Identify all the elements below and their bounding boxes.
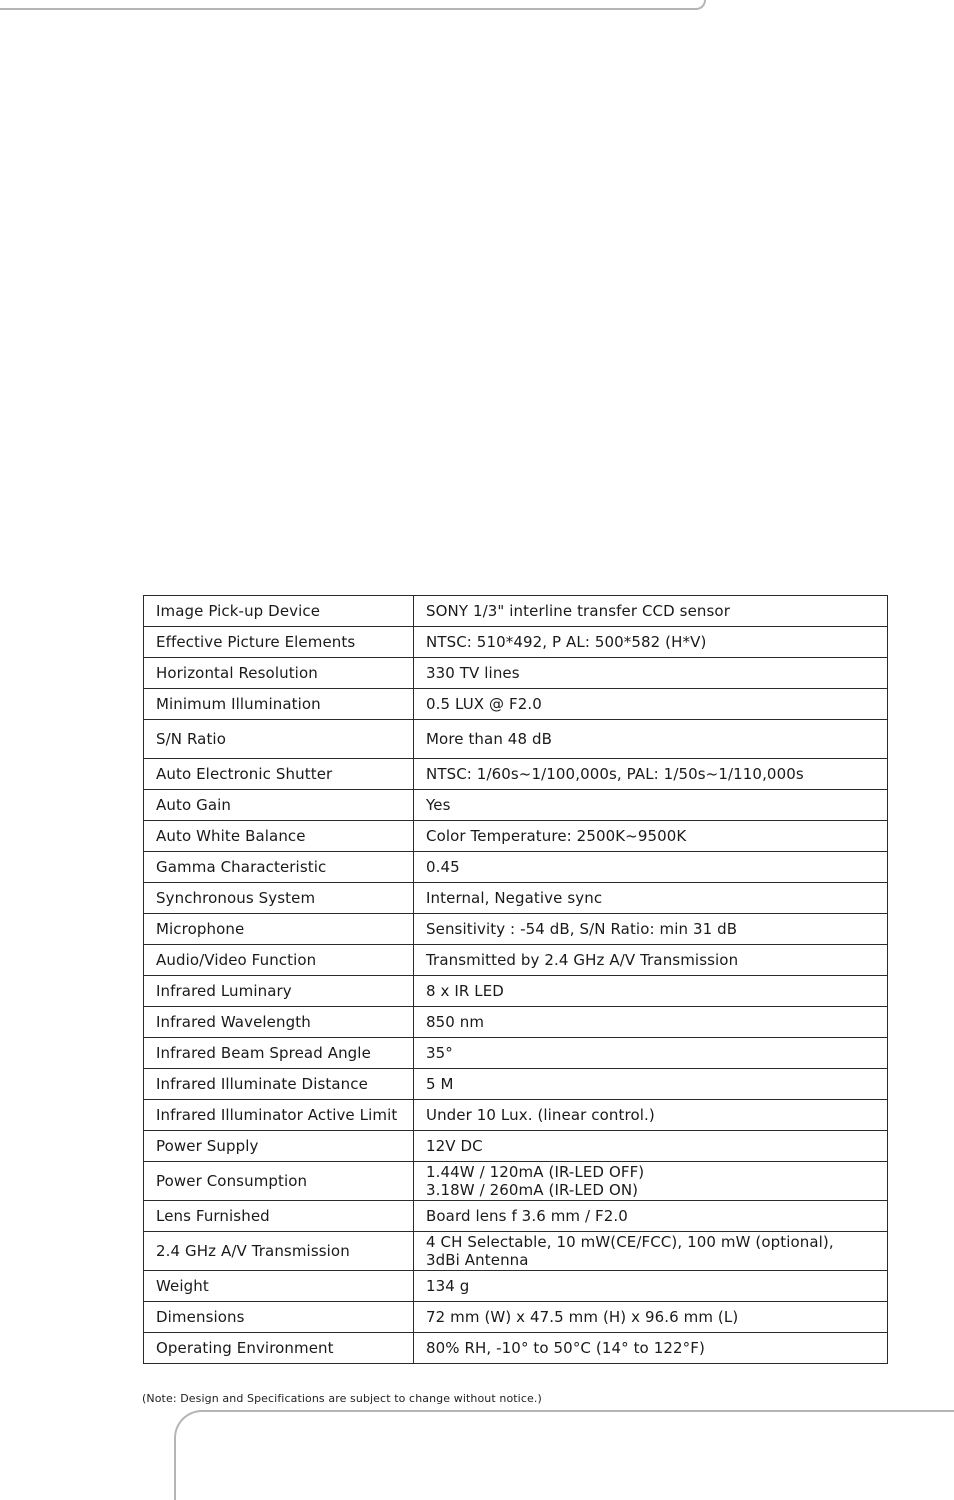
spec-value-line: 3.18W / 260mA (IR-LED ON) [426,1181,639,1199]
spec-value [414,790,888,821]
spec-value-line: Internal, Negative sync [426,889,603,907]
spec-value [414,1271,888,1302]
table-row [144,689,888,720]
spec-value-line: 1.44W / 120mA (IR-LED OFF) [426,1163,645,1181]
spec-table [143,595,888,1364]
spec-value [414,1131,888,1162]
spec-value-line: More than 48 dB [426,730,552,748]
spec-value-line: 4 CH Selectable, 10 mW(CE/FCC), 100 mW (optional), [426,1233,834,1251]
table-row [144,1007,888,1038]
spec-value-line: 80% RH, -10° to 50°C (14° to 122°F) [426,1339,705,1357]
spec-value [414,689,888,720]
table-row [144,1232,888,1271]
table-row [144,914,888,945]
spec-value-line: 5 M [426,1075,454,1093]
spec-value-line: 0.5 LUX @ F2.0 [426,695,542,713]
spec-label: Infrared Illuminator Active Limit [144,1100,414,1131]
spec-label: Power Supply [144,1131,414,1162]
spec-value-line: NTSC: 1/60s~1/100,000s, PAL: 1/50s~1/110,000s [426,765,804,783]
table-row [144,1302,888,1333]
spec-value [414,720,888,759]
spec-label: Infrared Luminary [144,976,414,1007]
spec-label: Infrared Illuminate Distance [144,1069,414,1100]
spec-value-line: Under 10 Lux. (linear control.) [426,1106,655,1124]
table-row [144,1069,888,1100]
spec-label: Operating Environment [144,1333,414,1364]
spec-label: Minimum Illumination [144,689,414,720]
table-row [144,1162,888,1201]
table-row [144,1271,888,1302]
spec-value-line: 3dBi Antenna [426,1251,529,1269]
spec-value [414,821,888,852]
table-row [144,883,888,914]
table-row [144,720,888,759]
spec-label: Gamma Characteristic [144,852,414,883]
spec-label: Auto Electronic Shutter [144,759,414,790]
spec-value [414,1302,888,1333]
spec-label: 2.4 GHz A/V Transmission [144,1232,414,1271]
table-row [144,658,888,689]
spec-label: Power Consumption [144,1162,414,1201]
spec-value [414,596,888,627]
table-row [144,627,888,658]
spec-table-body [144,596,888,1364]
spec-value-line: 72 mm (W) x 47.5 mm (H) x 96.6 mm (L) [426,1308,739,1326]
spec-value [414,1038,888,1069]
table-row [144,1201,888,1232]
spec-value-line: NTSC: 510*492, P AL: 500*582 (H*V) [426,633,707,651]
footnote: (Note: Design and Specifications are subject to change without notice.) [142,1392,542,1405]
spec-value-line: 134 g [426,1277,470,1295]
table-row [144,790,888,821]
bottom-page-frame [174,1410,954,1500]
spec-value [414,914,888,945]
spec-label: Microphone [144,914,414,945]
table-row [144,945,888,976]
spec-value [414,852,888,883]
spec-value [414,658,888,689]
spec-label: Auto Gain [144,790,414,821]
table-row [144,852,888,883]
spec-value [414,627,888,658]
table-row [144,1038,888,1069]
spec-value-line: 12V DC [426,1137,483,1155]
spec-value-line: 35° [426,1044,453,1062]
spec-label: Synchronous System [144,883,414,914]
spec-value [414,976,888,1007]
spec-label: Auto White Balance [144,821,414,852]
spec-value-line: 330 TV lines [426,664,520,682]
spec-value [414,1232,888,1271]
spec-value-line: 8 x IR LED [426,982,504,1000]
spec-value-line: 850 nm [426,1013,485,1031]
spec-value [414,1100,888,1131]
spec-label: Effective Picture Elements [144,627,414,658]
spec-label: Dimensions [144,1302,414,1333]
spec-value [414,883,888,914]
spec-value [414,759,888,790]
spec-value-line: Sensitivity : -54 dB, S/N Ratio: min 31 dB [426,920,738,938]
spec-label: Image Pick-up Device [144,596,414,627]
spec-value [414,1162,888,1201]
spec-value [414,1333,888,1364]
spec-value-line: Board lens f 3.6 mm / F2.0 [426,1207,628,1225]
spec-value-line: Color Temperature: 2500K~9500K [426,827,687,845]
table-row [144,976,888,1007]
table-row [144,1333,888,1364]
table-row [144,759,888,790]
spec-label: S/N Ratio [144,720,414,759]
table-row [144,821,888,852]
spec-label: Audio/Video Function [144,945,414,976]
spec-label: Infrared Beam Spread Angle [144,1038,414,1069]
spec-label: Horizontal Resolution [144,658,414,689]
spec-value [414,1069,888,1100]
spec-value-line: Transmitted by 2.4 GHz A/V Transmission [426,951,739,969]
table-row [144,1100,888,1131]
spec-value [414,1201,888,1232]
spec-label: Lens Furnished [144,1201,414,1232]
table-row [144,596,888,627]
spec-label: Weight [144,1271,414,1302]
spec-value-line: SONY 1/3" interline transfer CCD sensor [426,602,730,620]
spec-label: Infrared Wavelength [144,1007,414,1038]
spec-value-line: Yes [426,796,451,814]
spec-value [414,945,888,976]
spec-value-line: 0.45 [426,858,460,876]
table-row [144,1131,888,1162]
spec-value [414,1007,888,1038]
top-page-frame [0,0,706,10]
